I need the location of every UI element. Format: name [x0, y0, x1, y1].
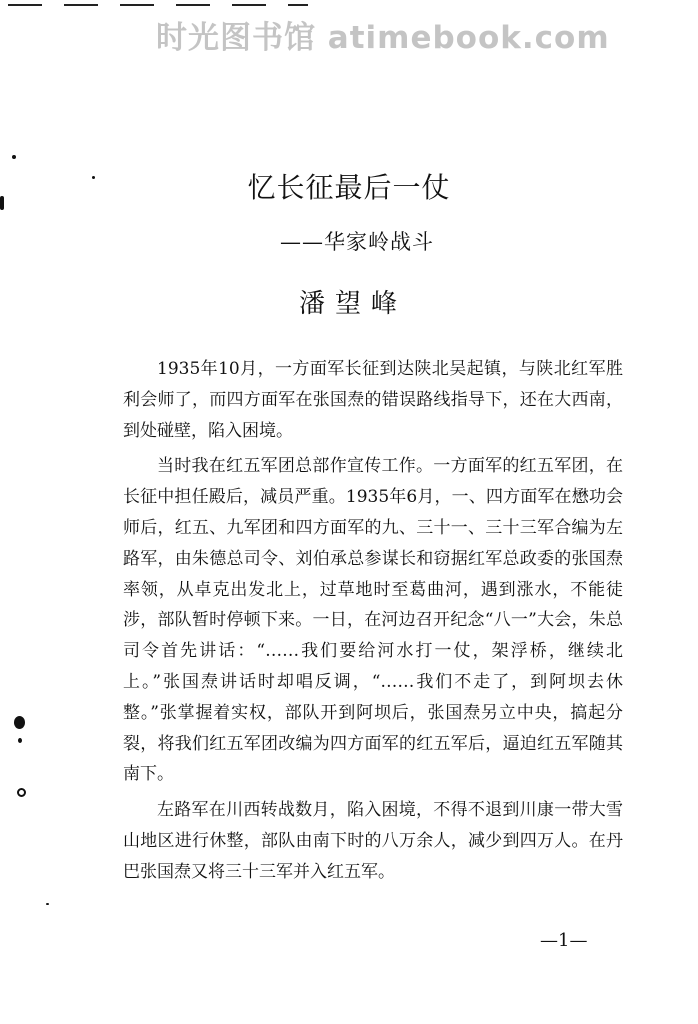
scan-speck	[12, 155, 16, 159]
site-watermark: 时光图书馆 atimebook.com	[156, 20, 610, 56]
article-body	[123, 354, 623, 893]
article-subtitle: ——华家岭战斗	[280, 230, 434, 254]
paragraph: 左路军在川西转战数月，陷入困境，不得不退到川康一带大雪山地区进行休整，部队由南下时的八万余人，减少到四万人。在丹巴张国焘又将三十三军并入红五军。	[123, 800, 623, 882]
page-number: —1—	[540, 930, 588, 951]
paragraph: 当时我在红五军团总部作宣传工作。一方面军的红五军团，在长征中担任殿后，减员严重。1935年6月，一、四方面军在懋功会师后，红五、九军团和四方面军的九、三十一、三十三军合编为左路军，由朱德总司令、刘伯承总参谋长和窃据红军总政委的张国焘率领，从卓克出发北上，过草地时至葛曲河，遇到涨水，不能徒涉，部队暂时停顿下来。一日，在河边召开纪念“八一”大会，朱总司令首先讲话：“……我们要给河水打一仗，架浮桥，继续北上。”张国焘讲话时却唱反调，“……我们不走了，到阿坝去休整。”张掌握着实权，部队开到阿坝后，张国焘另立中央，搞起分裂，将我们红五军团改编为四方面军的红五军后，逼迫红五军随其南下。	[123, 456, 623, 785]
top-edge-dashes	[0, 4, 320, 8]
scan-speck	[18, 738, 22, 743]
scan-speck	[46, 903, 49, 905]
author-name: 潘望峰	[298, 289, 407, 319]
scan-speck	[17, 788, 26, 797]
paragraph: 1935年10月，一方面军长征到达陕北吴起镇，与陕北红军胜利会师了，而四方面军在张国焘的错误路线指导下，还在大西南，到处碰壁，陷入困境。	[123, 359, 623, 441]
article-title: 忆长征最后一仗	[247, 171, 451, 204]
scan-speck	[14, 716, 25, 729]
